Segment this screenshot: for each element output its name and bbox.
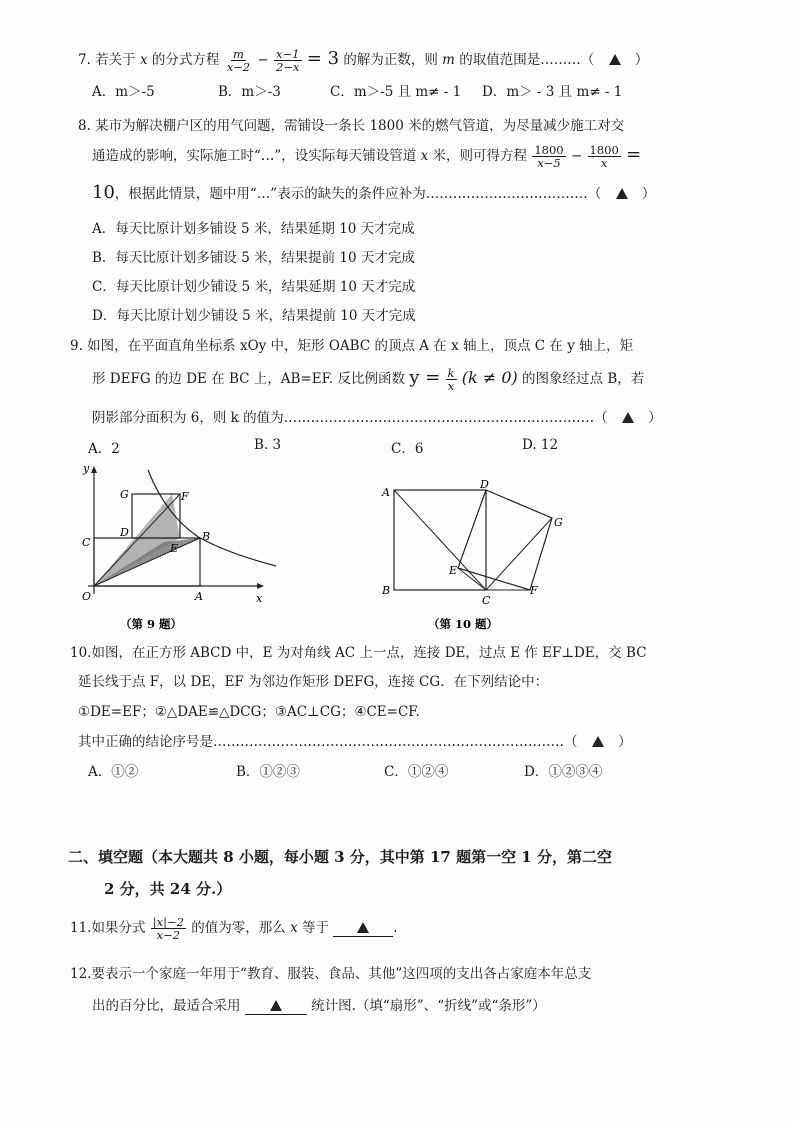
q9-fraction: $\frac{k}{x}$ <box>447 365 455 393</box>
section-2-heading-line-1: 二、填空题（本大题共 8 小题，每小题 3 分，其中第 17 题第一空 1 分，第二空 <box>68 848 612 866</box>
triangle-icon <box>622 412 634 423</box>
y-axis-arrow <box>91 466 97 473</box>
segment-ec <box>458 568 486 590</box>
q9-line-3: 阴影部分面积为 6，则 k 的值为……………………………………………………………（ ） <box>92 410 662 426</box>
label-d: D <box>120 526 129 539</box>
label-g: G <box>554 516 563 529</box>
label-c: C <box>482 594 491 607</box>
q10-option-d: D．①②③④ <box>524 764 603 780</box>
triangle-icon <box>357 922 369 933</box>
label-g: G <box>120 488 129 501</box>
label-c: C <box>82 536 91 549</box>
label-x: x <box>256 592 263 605</box>
q7-fraction-2: $\frac{x-1}{2-x}$ <box>276 46 300 74</box>
q9-option-c: C．6 <box>391 441 424 457</box>
q10-line-2: 延长线于点 F，以 DE，EF 为邻边作矩形 DEFG，连接 CG．在下列结论中： <box>78 674 549 690</box>
q8-option-c: C．每天比原计划少铺设 5 米，结果延期 10 天才完成 <box>92 279 416 295</box>
q10-option-b: B．①②③ <box>236 764 300 780</box>
q9-option-b: B. 3 <box>254 437 282 453</box>
label-a: A <box>195 590 203 603</box>
label-o: O <box>82 590 92 603</box>
label-y: y <box>83 462 90 475</box>
q7-option-a: A．m＞-5 <box>92 84 155 100</box>
q9-option-d: D. 12 <box>522 437 559 453</box>
triangle-icon <box>592 736 604 747</box>
figure-10-caption: （第 10 题） <box>428 617 499 631</box>
label-f: F <box>530 584 538 597</box>
triangle-icon <box>609 54 621 65</box>
q10-line-1: 10.如图，在正方形 ABCD 中，E 为对角线 AC 上一点，连接 DE，过点 E 作 EF⊥DE，交 BC <box>70 645 647 661</box>
q10-option-c: C．①②④ <box>384 764 449 780</box>
label-b: B <box>382 584 391 597</box>
q8-fraction-2: $\frac{1800}{x}$ <box>589 142 619 170</box>
triangle-icon <box>616 188 628 199</box>
label-f: F <box>181 490 189 503</box>
figure-9-caption: （第 9 题） <box>120 617 183 631</box>
segment-cg <box>486 518 552 590</box>
q12-line-2: 出的百分比，最适合采用 统计图.（填“扇形”、“折线”或“条形”） <box>92 998 546 1014</box>
figure-10 <box>378 480 578 636</box>
q12-line-1: 12.要表示一个家庭一年用于“教育、服装、食品、其他”这四项的支出各占家庭本年总支 <box>70 966 592 982</box>
figure-9 <box>80 458 280 638</box>
q11-fraction: $\frac{|x|-2}{x-2}$ <box>152 914 184 942</box>
q12-answer-blank[interactable] <box>245 998 307 1015</box>
diagonal-ac <box>394 490 486 590</box>
q10-line-4: 其中正确的结论序号是……………………………………………………………………（ ） <box>78 734 632 750</box>
q11-answer-blank[interactable] <box>333 920 393 937</box>
q11-line: 11.如果分式 $\frac{|x|-2}{x-2}$ 的值为零，那么 x 等于 . <box>70 914 398 942</box>
q8-option-b: B．每天比原计划多铺设 5 米，结果提前 10 天才完成 <box>92 250 415 266</box>
q7-option-c: C．m＞-5 且 m≠ - 1 <box>330 84 462 100</box>
q9-line-1: 9. 如图，在平面直角坐标系 xOy 中，矩形 OABC 的顶点 A 在 x 轴上，顶点 C 在 y 轴上，矩 <box>70 338 634 354</box>
q9-line-2: 形 DEFG 的边 DE 在 BC 上，AB=EF. 反比例函数 y = $\frac{k}{x}$ (k ≠ 0) 的图象经过点 B，若 <box>92 365 645 393</box>
q7-option-d: D．m＞ - 3 且 m≠ - 1 <box>482 84 623 100</box>
q8-line-1: 8. 某市为解决棚户区的用气问题，需铺设一条长 1800 米的燃气管道，为尽量减少施工对交 <box>78 118 625 134</box>
q7-stem: 7. 若关于 x 的分式方程 $\frac{m}{x-2}$ − $\frac{x-1}{2-x}$ = 3 的解为正数，则 m 的取值范围是………（ ） <box>78 46 649 74</box>
q7-fraction-1: $\frac{m}{x-2}$ <box>226 46 251 74</box>
q8-line-3: 10，根据此情景，题中用“…”表示的缺失的条件应补为………………………………（ ） <box>92 182 656 203</box>
label-d: D <box>480 480 489 491</box>
q10-line-3: ①DE=EF；②△DAE≌△DCG；③AC⊥CG；④CE=CF. <box>78 704 420 720</box>
q10-option-a: A．①② <box>88 764 139 780</box>
q8-option-d: D．每天比原计划少铺设 5 米，结果提前 10 天才完成 <box>92 308 416 324</box>
q8-line-2: 通造成的影响，实际施工时“…”，设实际每天铺设管道 x 米，则可得方程 $\frac{1800}{x-5}$ − $\frac{1800}{x}$ = <box>92 142 642 170</box>
label-e: E <box>170 542 179 555</box>
label-a: A <box>382 486 390 499</box>
x-axis-arrow <box>257 583 264 589</box>
triangle-icon <box>270 1000 282 1011</box>
section-2-heading-line-2: 2 分，共 24 分.） <box>104 880 232 898</box>
q9-option-a: A．2 <box>88 441 120 457</box>
q8-fraction-1: $\frac{1800}{x-5}$ <box>534 142 564 170</box>
label-e: E <box>449 564 458 577</box>
q8-option-a: A．每天比原计划多铺设 5 米，结果延期 10 天才完成 <box>92 221 415 237</box>
label-b: B <box>202 530 211 543</box>
q7-option-b: B．m＞-3 <box>218 84 281 100</box>
